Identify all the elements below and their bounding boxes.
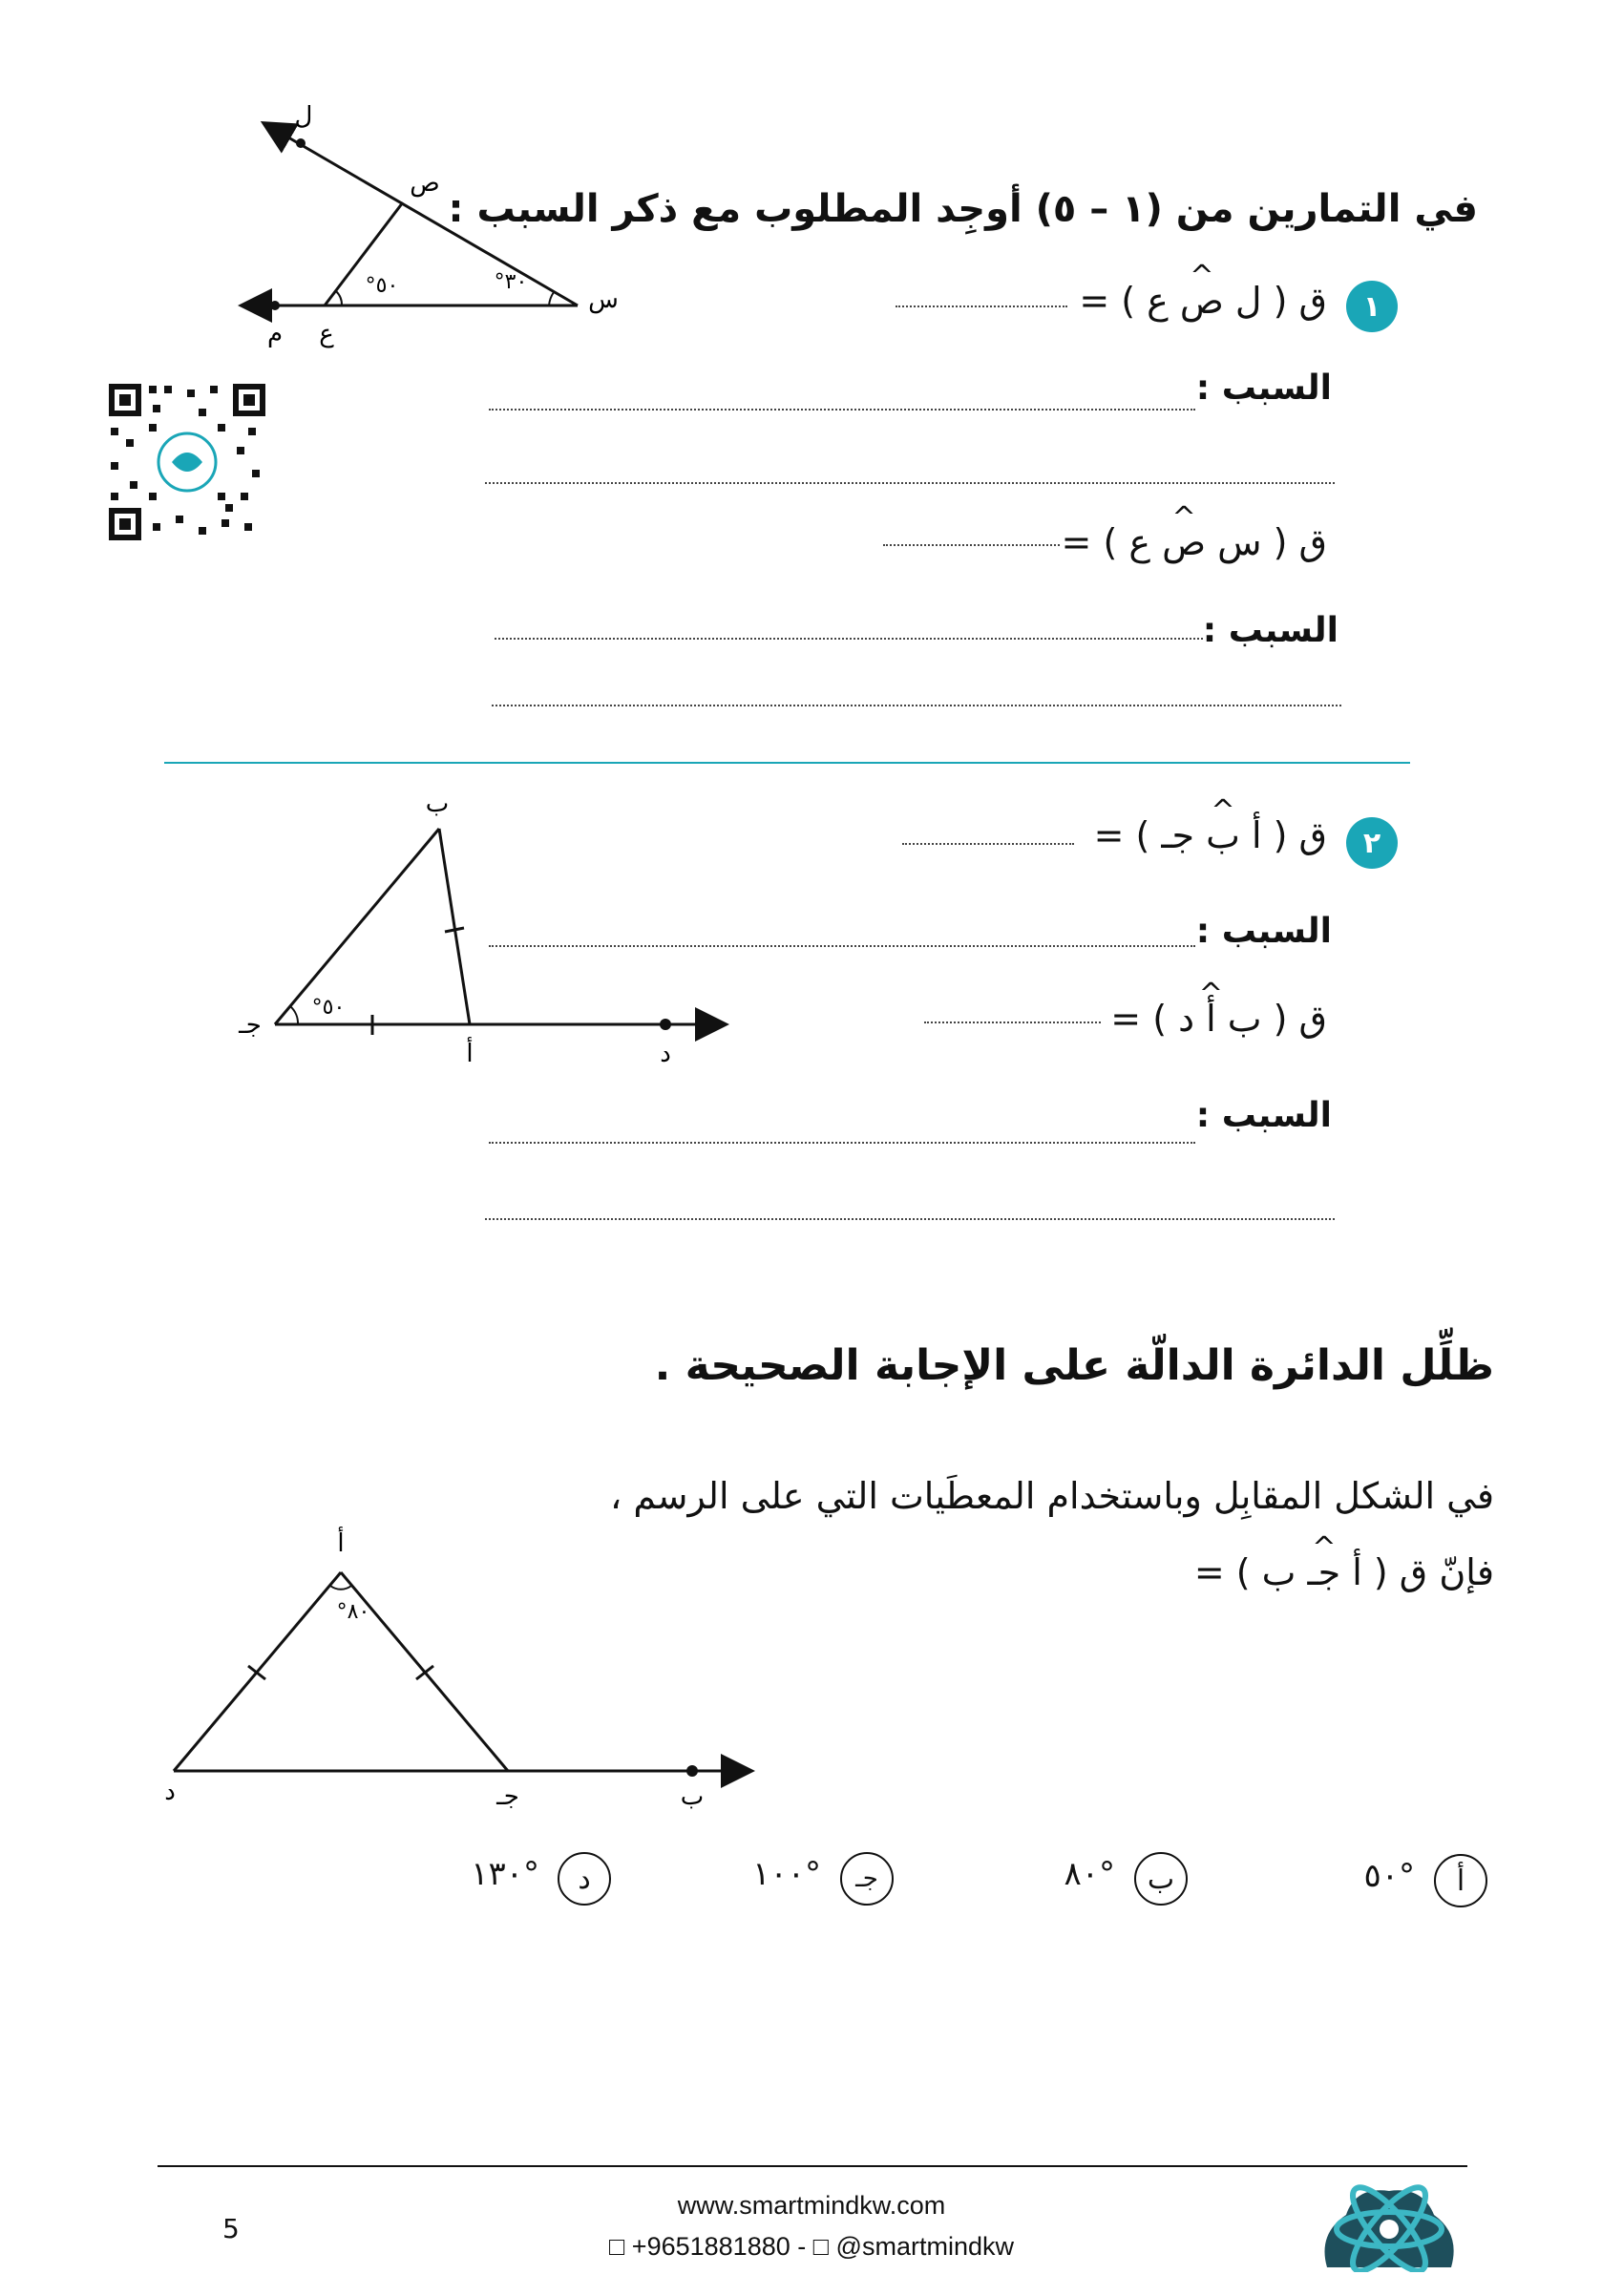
q2-part1-answer-line[interactable] (902, 843, 1074, 845)
fig2-label-a: أ (466, 1040, 474, 1068)
fig1-arc-50 (336, 291, 342, 305)
q2-part2-answer-line[interactable] (924, 1022, 1101, 1023)
section-divider (164, 762, 1410, 764)
q1-part1-expression (1079, 280, 1327, 322)
q1-reason-line-1b[interactable] (485, 482, 1335, 484)
fig2-side-ba (439, 829, 470, 1024)
q2-part1-prefix: ﻕ ( أ (1239, 814, 1327, 856)
q1-reason-line-2a[interactable] (495, 638, 1203, 640)
option-b-value: °٨٠ (1064, 1855, 1115, 1893)
question-2-badge: ٢ (1346, 817, 1398, 869)
fig3-angle-80: °٨٠ (336, 1600, 370, 1624)
footer-website[interactable]: www.smartmindkw.com (677, 2191, 946, 2220)
q1-part2-vertex: ^ ص (1162, 521, 1206, 563)
fig3-label-j: جـ (496, 1782, 519, 1811)
fig2-label-d: د (660, 1040, 671, 1068)
fig3-label-a: أ (337, 1529, 345, 1558)
fig2-side-bc (275, 829, 439, 1024)
figure-1 (220, 95, 640, 363)
q1-part1-vertex: ^ ص (1180, 280, 1224, 322)
q2-part2-prefix: ﻕ ( ب (1215, 998, 1327, 1040)
mcq-line2-suffix: ب ) = (1193, 1551, 1308, 1593)
q2-part1-expression (1094, 814, 1327, 856)
fig2-point-d (660, 1019, 671, 1030)
option-d-value: °١٣٠ (471, 1855, 539, 1893)
fig1-angle-30: °٣٠ (494, 270, 528, 294)
q1-part2-expression (1062, 521, 1327, 563)
mcq-line-1: في الشكل المقابِل وباستخدام المعطَيات التي على الرسم ، (609, 1475, 1494, 1517)
q2-part1-suffix: جـ ) = (1093, 814, 1207, 856)
figure-2 (229, 790, 735, 1077)
q2-part2-expression (1110, 998, 1327, 1040)
q1-part2-answer-line[interactable] (883, 544, 1060, 546)
fig3-arc-80 (330, 1586, 351, 1590)
fig3-point-b (686, 1765, 698, 1777)
q1-part1-suffix: ع ) = (1079, 280, 1180, 322)
fig3-label-d: د (164, 1778, 176, 1806)
q1-reason-label-2: السبب : (1202, 611, 1338, 650)
q2-reason-line-2a[interactable] (489, 1142, 1195, 1144)
figure-3 (153, 1523, 764, 1819)
brand-logo (1317, 2177, 1461, 2272)
q2-part1-vertex: ^ ب (1206, 814, 1240, 856)
option-c-circle[interactable]: جـ (840, 1852, 894, 1906)
question-1-badge: ١ (1346, 281, 1398, 332)
option-c-value: °١٠٠ (752, 1855, 821, 1893)
instructions-heading: في التمارين من (١ – ٥) أوجِد المطلوب مع ذكر السبب : (448, 187, 1478, 231)
fig1-point-m (270, 301, 280, 310)
fig1-label-l: ل (294, 102, 313, 131)
footer-divider (158, 2165, 1467, 2167)
fig2-tick-2 (445, 928, 464, 932)
fig1-label-m: م (266, 320, 284, 348)
footer-contact: □ +9651881880 - □ @smartmindkw (609, 2232, 1014, 2261)
q2-reason-label-2: السبب : (1195, 1096, 1332, 1135)
option-b-circle[interactable]: ب (1134, 1852, 1188, 1906)
fig2-label-b: ب (425, 790, 450, 818)
fig2-label-j: جـ (239, 1011, 262, 1040)
fig1-arc-30 (549, 292, 554, 305)
q2-part2-vertex: ^ أ (1206, 998, 1216, 1040)
qr-code[interactable] (105, 380, 269, 544)
q1-part1-prefix: ﻕ ( ل (1223, 280, 1327, 322)
page-number: 5 (222, 2213, 240, 2244)
fig1-label-x: س (588, 285, 619, 314)
fig1-ray-l (265, 124, 578, 305)
option-a-value: °٥٠ (1363, 1857, 1415, 1895)
q2-reason-line-2b[interactable] (485, 1218, 1335, 1220)
q2-reason-line-1[interactable] (489, 945, 1195, 947)
q2-part2-suffix: د ) = (1110, 998, 1207, 1040)
mcq-line2-vertex: ^ جـ (1308, 1551, 1341, 1593)
fig1-point-l (296, 138, 306, 148)
fig1-angle-50: °٥٠ (365, 274, 399, 298)
option-a-circle[interactable]: أ (1434, 1854, 1487, 1907)
option-d-circle[interactable]: د (558, 1852, 611, 1906)
fig1-label-ain: ع (319, 320, 334, 348)
mcq-line2-prefix: فإنّ ﻕ ( أ (1340, 1551, 1494, 1593)
q1-part2-suffix: ع ) = (1061, 521, 1163, 563)
q1-reason-label-1: السبب : (1195, 369, 1332, 408)
fig2-angle-50: °٥٠ (311, 996, 346, 1020)
mcq-line-2 (1194, 1551, 1494, 1593)
q2-reason-label-1: السبب : (1195, 912, 1332, 951)
q1-part1-answer-line[interactable] (896, 305, 1067, 307)
fig1-label-s: ص (410, 169, 440, 198)
mcq-heading: ظلِّل الدائرة الدالّة على الإجابة الصحيحة . (654, 1341, 1494, 1390)
q1-reason-line-1a[interactable] (489, 409, 1195, 411)
fig3-label-b: ب (680, 1782, 705, 1811)
q1-part2-prefix: ﻕ ( س (1206, 521, 1327, 563)
fig2-arc-50 (290, 1006, 298, 1024)
q1-reason-line-2b[interactable] (492, 705, 1341, 706)
